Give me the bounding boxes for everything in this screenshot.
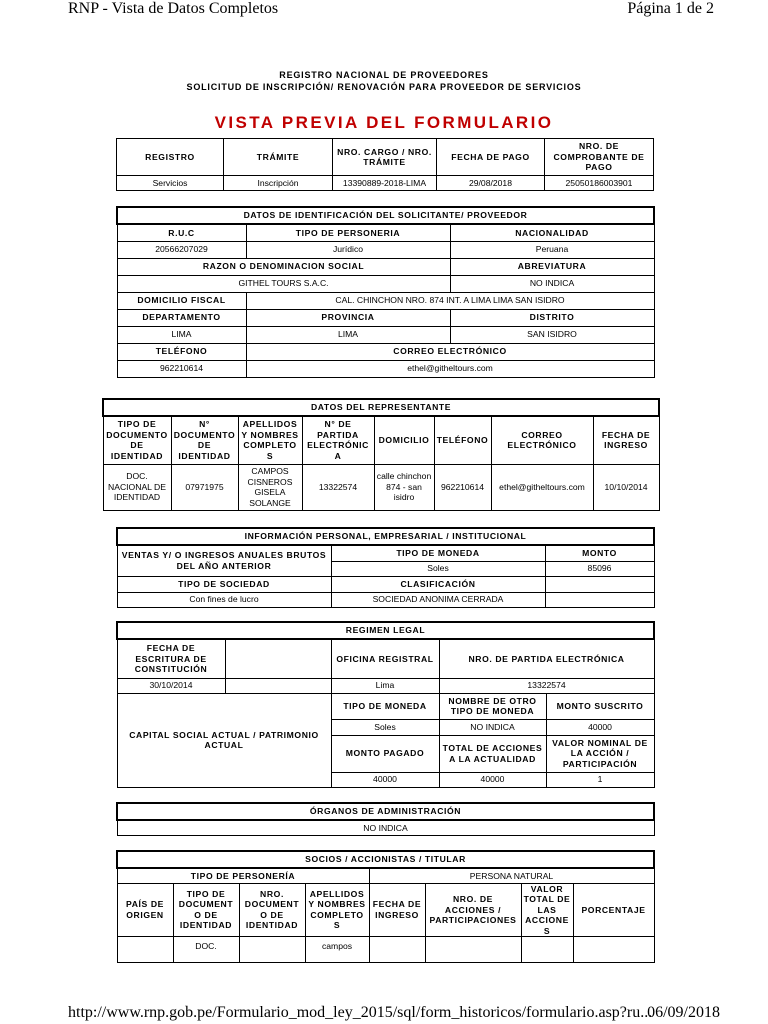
rep-telefono-header: TELÉFONO: [434, 416, 491, 464]
otro-moneda-label: NOMBRE DE OTRO TIPO DE MONEDA: [439, 693, 546, 719]
socio-valor: [521, 937, 573, 963]
distrito-value: SAN ISIDRO: [450, 326, 654, 343]
otro-moneda-value: NO INDICA: [439, 719, 546, 735]
rep-fecha-header: FECHA DE INGRESO: [593, 416, 659, 464]
pagado-label: MONTO PAGADO: [331, 735, 439, 772]
socio-fecha-header: FECHA DE INGRESO: [369, 883, 425, 937]
informacion-title: INFORMACIÓN PERSONAL, EMPRESARIAL / INSTITUCIONAL: [117, 528, 654, 545]
socios-personeria-value: PERSONA NATURAL: [369, 868, 654, 883]
provincia-value: LIMA: [246, 326, 450, 343]
socio-porcentaje: [573, 937, 654, 963]
organos-title: ÓRGANOS DE ADMINISTRACIÓN: [117, 803, 654, 820]
clasificacion-label: CLASIFICACIÓN: [331, 576, 545, 592]
header-title: RNP - Vista de Datos Completos: [68, 0, 279, 17]
rep-tipo-doc-header: TIPO DE DOCUMENTO DE IDENTIDAD: [103, 416, 171, 464]
capital-label: CAPITAL SOCIAL ACTUAL / PATRIMONIO ACTUAL: [117, 693, 331, 787]
suscrito-value: 40000: [546, 719, 654, 735]
razon-label: RAZON O DENOMINACION SOCIAL: [117, 258, 450, 275]
representante-table: [102, 398, 660, 511]
acciones-value: 40000: [439, 772, 546, 787]
fecha-pago-value: 29/08/2018: [437, 176, 545, 191]
page-footer: [0, 1004, 768, 1024]
socio-valor-header: VALOR TOTAL DE LAS ACCIONES: [521, 883, 573, 937]
personeria-value: Jurídico: [246, 241, 450, 258]
provincia-label: PROVINCIA: [246, 309, 450, 326]
organos-value: NO INDICA: [117, 820, 654, 835]
tramite-header: TRÁMITE: [224, 139, 333, 176]
tramite-value: Inscripción: [224, 176, 333, 191]
ventas-label: VENTAS Y/ O INGRESOS ANUALES BRUTOS DEL AÑO ANTERIOR: [117, 545, 331, 576]
footer-date: 06/09/2018: [647, 1004, 720, 1021]
rep-correo-header: CORREO ELECTRÓNICO: [491, 416, 593, 464]
socio-tipo-doc: DOC.: [173, 937, 239, 963]
departamento-label: DEPARTAMENTO: [117, 309, 246, 326]
socios-personeria-label: TIPO DE PERSONERÍA: [117, 868, 369, 883]
correo-value: ethel@githeltours.com: [246, 360, 654, 377]
cargo-header: NRO. CARGO / NRO. TRÁMITE: [333, 139, 437, 176]
page-header: [0, 0, 768, 22]
partida-value: 13322574: [439, 678, 654, 693]
domicilio-value: CAL. CHINCHON NRO. 874 INT. A LIMA LIMA SAN ISIDRO: [246, 292, 654, 309]
rep-nombres-header: APELLIDOS Y NOMBRES COMPLETOS: [238, 416, 302, 464]
cargo-value: 13390889-2018-LIMA: [333, 176, 437, 191]
socio-fecha: [369, 937, 425, 963]
registro-value: Servicios: [117, 176, 224, 191]
socios-table: [116, 850, 655, 963]
fecha-escritura-value: 30/10/2014: [117, 678, 225, 693]
regimen-table: [116, 621, 655, 788]
oficina-label: OFICINA REGISTRAL: [331, 639, 439, 678]
identificacion-table: [116, 206, 655, 378]
monto-label: MONTO: [545, 545, 654, 561]
moneda-value: Soles: [331, 561, 545, 576]
rep-tipo-doc: DOC. NACIONAL DE IDENTIDAD: [103, 464, 171, 510]
form-title: VISTA PREVIA DEL FORMULARIO: [214, 113, 554, 132]
rep-nombres: CAMPOS CISNEROS GISELA SOLANGE: [238, 464, 302, 510]
telefono-value: 962210614: [117, 360, 246, 377]
razon-value: GITHEL TOURS S.A.C.: [117, 275, 450, 292]
pagado-value: 40000: [331, 772, 439, 787]
nominal-value: 1: [546, 772, 654, 787]
socio-nro-doc: [239, 937, 305, 963]
socio-acciones-header: NRO. DE ACCIONES / PARTICIPACIONES: [425, 883, 521, 937]
socio-acciones: [425, 937, 521, 963]
monto-value: 85096: [545, 561, 654, 576]
reg-moneda-label: TIPO DE MONEDA: [331, 693, 439, 719]
domicilio-label: DOMICILIO FISCAL: [117, 292, 246, 309]
nacionalidad-value: Peruana: [450, 241, 654, 258]
socio-pais: [117, 937, 173, 963]
rep-partida: 13322574: [302, 464, 374, 510]
nacionalidad-label: NACIONALIDAD: [450, 224, 654, 241]
telefono-label: TELÉFONO: [117, 343, 246, 360]
comprobante-header: NRO. DE COMPROBANTE DE PAGO: [545, 139, 654, 176]
rep-fecha: 10/10/2014: [593, 464, 659, 510]
socios-title: SOCIOS / ACCIONISTAS / TITULAR: [117, 851, 654, 868]
registry-title: REGISTRO NACIONAL DE PROVEEDORES: [279, 70, 489, 80]
rep-nro-doc: 07971975: [171, 464, 238, 510]
correo-label: CORREO ELECTRÓNICO: [246, 343, 654, 360]
nominal-label: VALOR NOMINAL DE LA ACCIÓN / PARTICIPACIÓN: [546, 735, 654, 772]
rep-correo: ethel@githeltours.com: [491, 464, 593, 510]
departamento-value: LIMA: [117, 326, 246, 343]
rep-nro-doc-header: N° DOCUMENTO DE IDENTIDAD: [171, 416, 238, 464]
ruc-value: 20566207029: [117, 241, 246, 258]
rep-domicilio: calle chinchon 874 - san isidro: [374, 464, 434, 510]
oficina-value: Lima: [331, 678, 439, 693]
identificacion-title: DATOS DE IDENTIFICACIÓN DEL SOLICITANTE/ PROVEEDOR: [117, 207, 654, 224]
informacion-table: [116, 527, 655, 608]
suscrito-label: MONTO SUSCRITO: [546, 693, 654, 719]
representante-title: DATOS DEL REPRESENTANTE: [103, 399, 659, 416]
socio-pais-header: PAÍS DE ORIGEN: [117, 883, 173, 937]
socio-tipo-doc-header: TIPO DE DOCUMENTO DE IDENTIDAD: [173, 883, 239, 937]
distrito-label: DISTRITO: [450, 309, 654, 326]
fecha-escritura-label: FECHA DE ESCRITURA DE CONSTITUCIÓN: [117, 639, 225, 678]
request-title: SOLICITUD DE INSCRIPCIÓN/ RENOVACIÓN PARA PROVEEDOR DE SERVICIOS: [186, 82, 582, 92]
footer-url: http://www.rnp.gob.pe/Formulario_mod_ley_2015/sql/form_historicos/formulario.asp?ru...: [68, 1004, 653, 1021]
acciones-label: TOTAL DE ACCIONES A LA ACTUALIDAD: [439, 735, 546, 772]
sociedad-value: Con fines de lucro: [117, 592, 331, 607]
reg-moneda-value: Soles: [331, 719, 439, 735]
partida-label: NRO. DE PARTIDA ELECTRÓNICA: [439, 639, 654, 678]
clasificacion-value: SOCIEDAD ANONIMA CERRADA: [331, 592, 545, 607]
rep-partida-header: N° DE PARTIDA ELECTRÓNICA: [302, 416, 374, 464]
personeria-label: TIPO DE PERSONERIA: [246, 224, 450, 241]
registro-table: [116, 138, 654, 191]
organos-table: [116, 802, 655, 836]
abreviatura-label: ABREVIATURA: [450, 258, 654, 275]
rep-telefono: 962210614: [434, 464, 491, 510]
abreviatura-value: NO INDICA: [450, 275, 654, 292]
ruc-label: R.U.C: [117, 224, 246, 241]
socio-nombres: campos: [305, 937, 369, 963]
socio-nro-doc-header: NRO. DOCUMENTO DE IDENTIDAD: [239, 883, 305, 937]
socio-nombres-header: APELLIDOS Y NOMBRES COMPLETOS: [305, 883, 369, 937]
page-number: Página 1 de 2: [627, 0, 714, 17]
socio-porcentaje-header: PORCENTAJE: [573, 883, 654, 937]
sociedad-label: TIPO DE SOCIEDAD: [117, 576, 331, 592]
rep-domicilio-header: DOMICILIO: [374, 416, 434, 464]
moneda-label: TIPO DE MONEDA: [331, 545, 545, 561]
regimen-title: REGIMEN LEGAL: [117, 622, 654, 639]
comprobante-value: 25050186003901: [545, 176, 654, 191]
fecha-pago-header: FECHA DE PAGO: [437, 139, 545, 176]
registro-header: REGISTRO: [117, 139, 224, 176]
